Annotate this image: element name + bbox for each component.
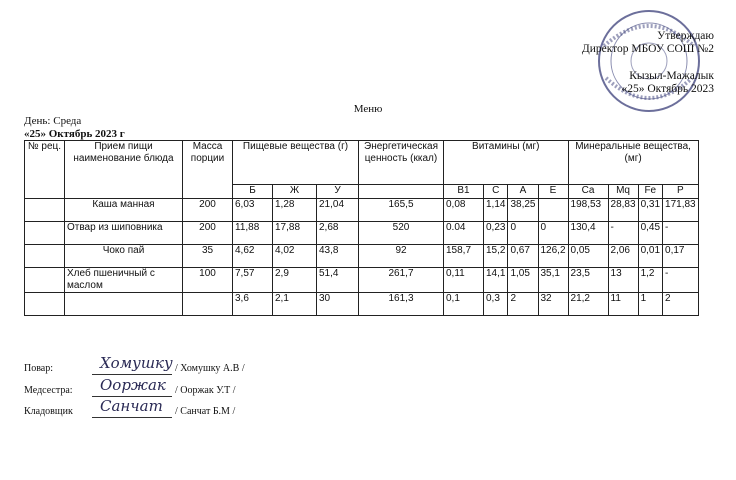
menu-table xyxy=(24,140,699,316)
table-cell: 158,7 xyxy=(444,245,484,268)
subheader-cell: Е xyxy=(538,185,568,199)
table-cell: 15,2 xyxy=(484,245,508,268)
approval-block xyxy=(524,30,714,96)
table-cell: 0,17 xyxy=(663,245,699,268)
table-cell: 17,88 xyxy=(273,222,317,245)
table-cell: 1 xyxy=(638,293,662,316)
table-cell: 2 xyxy=(663,293,699,316)
signature-line xyxy=(92,417,172,418)
table-cell: 130,4 xyxy=(568,222,608,245)
table-cell: 35,1 xyxy=(538,268,568,293)
table-cell xyxy=(25,268,65,293)
dish-name-cell: Хлеб пшеничный с маслом xyxy=(65,268,183,293)
table-cell xyxy=(538,199,568,222)
table-cell: 2 xyxy=(508,293,538,316)
table-row xyxy=(25,222,699,245)
handwritten-signature: Ооржак xyxy=(100,376,166,394)
header-vitamins: Витамины (мг) xyxy=(444,141,569,185)
table-cell: 126,2 xyxy=(538,245,568,268)
table-cell: 7,57 xyxy=(233,268,273,293)
signature-name: / Санчат Б.М / xyxy=(175,406,236,417)
table-row xyxy=(25,245,699,268)
table-cell: 2,9 xyxy=(273,268,317,293)
subheader-cell: У xyxy=(317,185,359,199)
table-cell xyxy=(25,245,65,268)
table-cell: 0 xyxy=(538,222,568,245)
day-label: День: Среда xyxy=(24,115,82,127)
table-cell: 1,14 xyxy=(484,199,508,222)
subheader-cell xyxy=(359,185,444,199)
table-cell xyxy=(25,222,65,245)
table-cell: 23,5 xyxy=(568,268,608,293)
table-cell: 6,03 xyxy=(233,199,273,222)
header-rec: № рец. xyxy=(25,141,65,199)
table-cell: 2,68 xyxy=(317,222,359,245)
table-cell: 165,5 xyxy=(359,199,444,222)
header-energy: Энергетическая ценность (ккал) xyxy=(359,141,444,185)
table-row xyxy=(25,268,699,293)
approval-line1: Утверждаю xyxy=(657,30,714,42)
subheader-cell: Mq xyxy=(608,185,638,199)
handwritten-signature: Санчат xyxy=(100,397,163,415)
table-cell: 200 xyxy=(183,222,233,245)
table-cell: 2,06 xyxy=(608,245,638,268)
table-cell: 0 xyxy=(508,222,538,245)
table-cell xyxy=(183,293,233,316)
table-cell: 200 xyxy=(183,199,233,222)
table-cell: 13 xyxy=(608,268,638,293)
subheader-cell: С xyxy=(484,185,508,199)
table-cell: 11 xyxy=(608,293,638,316)
signature-line xyxy=(92,374,172,375)
handwritten-signature: Хомушку xyxy=(100,354,173,372)
table-cell: 1,05 xyxy=(508,268,538,293)
table-cell: 35 xyxy=(183,245,233,268)
table-cell: 32 xyxy=(538,293,568,316)
date-label: «25» Октябрь 2023 г xyxy=(24,128,125,140)
table-cell xyxy=(25,293,65,316)
signature-role: Повар: xyxy=(24,363,54,374)
table-cell: 100 xyxy=(183,268,233,293)
header-mass: Масса порции xyxy=(183,141,233,199)
header-nutrients: Пищевые вещества (г) xyxy=(233,141,359,185)
subheader-cell: P xyxy=(663,185,699,199)
table-cell: 38,25 xyxy=(508,199,538,222)
approval-line4: «25» Октябрь 2023 xyxy=(621,83,714,95)
table-cell: 0,01 xyxy=(638,245,662,268)
table-cell: 21,2 xyxy=(568,293,608,316)
table-cell: 0.04 xyxy=(444,222,484,245)
subheader-cell: Б xyxy=(233,185,273,199)
table-cell: 43,8 xyxy=(317,245,359,268)
table-cell: 0,31 xyxy=(638,199,662,222)
signature-name: / Хомушку А.В / xyxy=(175,363,245,374)
approval-line2: Директор МБОУ СОШ №2 xyxy=(581,43,714,55)
table-cell: 0,23 xyxy=(484,222,508,245)
signature-name: / Ооржак У.Т / xyxy=(175,385,236,396)
table-cell: 2,1 xyxy=(273,293,317,316)
subheader-cell: B1 xyxy=(444,185,484,199)
dish-name-cell: Чоко пай xyxy=(65,245,183,268)
header-dish: Прием пищи наименование блюда xyxy=(65,141,183,199)
page-title: Меню xyxy=(353,103,383,115)
table-cell: 520 xyxy=(359,222,444,245)
table-cell: 28,83 xyxy=(608,199,638,222)
table-cell: 30 xyxy=(317,293,359,316)
table-cell: - xyxy=(663,222,699,245)
subheader-cell: А xyxy=(508,185,538,199)
subheader-cell: Ж xyxy=(273,185,317,199)
table-cell: 1,2 xyxy=(638,268,662,293)
table-cell: - xyxy=(663,268,699,293)
approval-line3: Кызыл-Мажалык xyxy=(629,70,714,82)
table-cell: 92 xyxy=(359,245,444,268)
table-cell: 0,08 xyxy=(444,199,484,222)
subheader-cell: Са xyxy=(568,185,608,199)
table-cell: 21,04 xyxy=(317,199,359,222)
table-cell: 4,62 xyxy=(233,245,273,268)
table-cell: - xyxy=(608,222,638,245)
table-cell: 0,45 xyxy=(638,222,662,245)
table-cell: 0,1 xyxy=(444,293,484,316)
table-cell: 161,3 xyxy=(359,293,444,316)
table-cell: 261,7 xyxy=(359,268,444,293)
table-cell: 0,05 xyxy=(568,245,608,268)
table-cell: 0,11 xyxy=(444,268,484,293)
table-cell: 11,88 xyxy=(233,222,273,245)
table-cell: 4,02 xyxy=(273,245,317,268)
signature-role: Кладовщик xyxy=(24,406,73,417)
table-cell: 3,6 xyxy=(233,293,273,316)
table-cell: 1,28 xyxy=(273,199,317,222)
header-minerals: Минеральные вещества, (мг) xyxy=(568,141,698,185)
table-cell: 51,4 xyxy=(317,268,359,293)
subheader-cell: Fe xyxy=(638,185,662,199)
dish-name-cell: Каша манная xyxy=(65,199,183,222)
table-cell xyxy=(25,199,65,222)
signature-role: Медсестра: xyxy=(24,385,73,396)
table-cell: 0,67 xyxy=(508,245,538,268)
table-cell: 171,83 xyxy=(663,199,699,222)
table-row xyxy=(25,293,699,316)
dish-name-cell: Отвар из шиповника xyxy=(65,222,183,245)
table-row xyxy=(25,199,699,222)
dish-name-cell xyxy=(65,293,183,316)
table-cell: 14,1 xyxy=(484,268,508,293)
table-cell: 198,53 xyxy=(568,199,608,222)
table-cell: 0,3 xyxy=(484,293,508,316)
